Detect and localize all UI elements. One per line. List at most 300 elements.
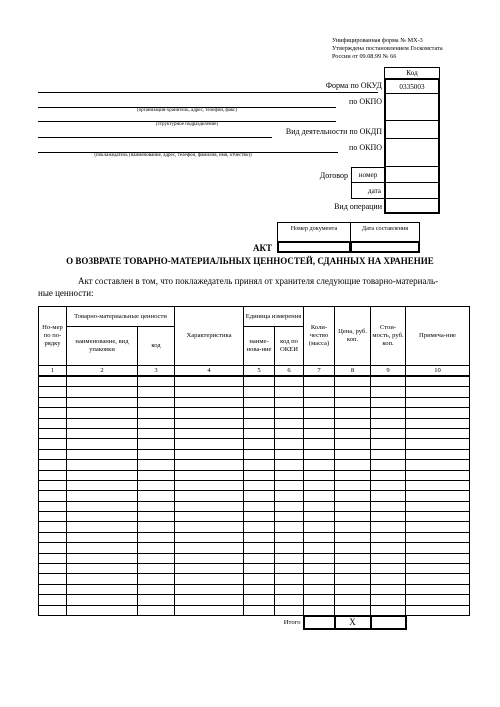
table-row: [39, 408, 470, 418]
table-cell[interactable]: [175, 543, 244, 553]
table-cell[interactable]: [406, 574, 470, 584]
table-cell[interactable]: [67, 480, 138, 490]
table-cell[interactable]: [138, 543, 175, 553]
table-cell[interactable]: [335, 460, 371, 470]
table-cell[interactable]: [244, 491, 275, 501]
table-cell[interactable]: [406, 595, 470, 605]
total-cost[interactable]: [371, 616, 406, 629]
table-cell[interactable]: [304, 449, 335, 459]
table-cell[interactable]: [406, 512, 470, 522]
table-cell[interactable]: [371, 564, 406, 574]
table-cell[interactable]: [371, 574, 406, 584]
depositor-caption: (поклажедатель (наименование, адрес, телефон, фамилия, имя, отчество)): [94, 153, 252, 158]
table-cell[interactable]: [39, 584, 67, 594]
total-quantity[interactable]: [304, 616, 335, 629]
table-cell[interactable]: [335, 439, 371, 449]
table-cell[interactable]: [275, 408, 304, 418]
table-cell[interactable]: [244, 428, 275, 438]
items-table: [38, 306, 470, 630]
col-number: 1: [39, 366, 67, 377]
table-cell[interactable]: [335, 553, 371, 563]
table-cell[interactable]: [175, 449, 244, 459]
form-approval-date: России от 09.08.99 № 66: [332, 53, 397, 60]
table-cell[interactable]: [371, 387, 406, 397]
table-cell[interactable]: [304, 512, 335, 522]
table-cell[interactable]: [67, 532, 138, 542]
table-cell[interactable]: [39, 387, 67, 397]
table-cell[interactable]: [244, 408, 275, 418]
table-cell[interactable]: [39, 376, 67, 387]
table-cell[interactable]: [175, 553, 244, 563]
table-cell[interactable]: [275, 480, 304, 490]
table-cell[interactable]: [138, 501, 175, 511]
table-cell[interactable]: [371, 460, 406, 470]
table-cell[interactable]: [304, 480, 335, 490]
table-cell[interactable]: [304, 408, 335, 418]
table-cell[interactable]: [67, 543, 138, 553]
table-cell[interactable]: [138, 512, 175, 522]
table-cell[interactable]: [371, 605, 406, 616]
table-cell[interactable]: [406, 439, 470, 449]
table-cell[interactable]: [371, 439, 406, 449]
table-cell[interactable]: [138, 564, 175, 574]
table-cell[interactable]: [175, 418, 244, 428]
table-cell[interactable]: [406, 460, 470, 470]
table-cell[interactable]: [275, 512, 304, 522]
table-cell[interactable]: [335, 543, 371, 553]
contract-date-label: дата: [351, 182, 385, 199]
table-cell[interactable]: [406, 470, 470, 480]
table-cell[interactable]: [275, 564, 304, 574]
table-cell[interactable]: [371, 491, 406, 501]
table-cell[interactable]: [175, 491, 244, 501]
table-cell[interactable]: [175, 522, 244, 532]
table-cell[interactable]: [304, 584, 335, 594]
table-cell[interactable]: [275, 418, 304, 428]
table-cell[interactable]: [138, 595, 175, 605]
table-cell[interactable]: [304, 501, 335, 511]
table-cell[interactable]: [371, 553, 406, 563]
col-number: 9: [371, 366, 406, 377]
table-cell[interactable]: [39, 574, 67, 584]
table-cell[interactable]: [335, 595, 371, 605]
table-row: [39, 605, 470, 616]
okdp-label: Вид деятельности по ОКДП: [285, 127, 382, 136]
table-cell[interactable]: [138, 574, 175, 584]
table-cell[interactable]: [175, 595, 244, 605]
table-cell[interactable]: [371, 470, 406, 480]
table-cell[interactable]: [275, 522, 304, 532]
table-cell[interactable]: [304, 397, 335, 407]
table-cell[interactable]: [244, 543, 275, 553]
table-cell[interactable]: [138, 522, 175, 532]
table-cell[interactable]: [67, 408, 138, 418]
table-cell[interactable]: [138, 418, 175, 428]
table-row: [39, 418, 470, 428]
intro-line-1: Акт составлен в том, что поклажедатель принял от хранителя следующие товарно-материаль-: [78, 276, 439, 286]
table-cell[interactable]: [406, 387, 470, 397]
table-row: [39, 376, 470, 387]
table-cell[interactable]: [335, 491, 371, 501]
table-cell[interactable]: [406, 376, 470, 387]
table-cell[interactable]: [67, 397, 138, 407]
table-cell[interactable]: [67, 418, 138, 428]
table-cell[interactable]: [275, 387, 304, 397]
contract-number-cell[interactable]: [384, 166, 440, 183]
header-cost: Стои-мость, руб. коп.: [371, 307, 406, 366]
table-cell[interactable]: [67, 501, 138, 511]
table-cell[interactable]: [67, 470, 138, 480]
table-cell[interactable]: [406, 605, 470, 616]
table-cell[interactable]: [39, 491, 67, 501]
table-cell[interactable]: [335, 564, 371, 574]
table-cell[interactable]: [39, 408, 67, 418]
doc-number-field[interactable]: [277, 241, 351, 253]
okpo-code-cell[interactable]: [384, 93, 440, 121]
table-cell[interactable]: [371, 584, 406, 594]
table-cell[interactable]: [406, 397, 470, 407]
table-cell[interactable]: [67, 605, 138, 616]
table-cell[interactable]: [39, 501, 67, 511]
table-cell[interactable]: [304, 605, 335, 616]
table-cell[interactable]: [304, 564, 335, 574]
table-cell[interactable]: [371, 418, 406, 428]
table-cell[interactable]: [138, 532, 175, 542]
table-cell[interactable]: [244, 449, 275, 459]
table-cell[interactable]: [138, 584, 175, 594]
table-cell[interactable]: [67, 574, 138, 584]
doc-date-field[interactable]: [350, 241, 420, 253]
table-cell[interactable]: [138, 491, 175, 501]
form-approval: Утверждена постановлением Госкомстата: [332, 45, 443, 52]
table-row: [39, 574, 470, 584]
table-cell[interactable]: [39, 522, 67, 532]
okdp-code-cell[interactable]: [384, 120, 440, 139]
act-title: АКТ: [253, 243, 273, 253]
table-cell[interactable]: [244, 418, 275, 428]
table-cell[interactable]: [371, 428, 406, 438]
table-cell[interactable]: [275, 491, 304, 501]
table-cell[interactable]: [275, 605, 304, 616]
table-cell[interactable]: [67, 522, 138, 532]
table-cell[interactable]: [175, 408, 244, 418]
table-cell[interactable]: [175, 439, 244, 449]
contract-number-label: номер: [351, 167, 385, 183]
table-cell[interactable]: [138, 397, 175, 407]
table-cell[interactable]: [275, 428, 304, 438]
table-cell[interactable]: [67, 491, 138, 501]
table-cell[interactable]: [39, 460, 67, 470]
table-cell[interactable]: [406, 480, 470, 490]
table-cell[interactable]: [371, 522, 406, 532]
table-cell[interactable]: [39, 449, 67, 459]
table-cell[interactable]: [371, 449, 406, 459]
table-cell[interactable]: [175, 574, 244, 584]
table-cell[interactable]: [275, 595, 304, 605]
header-note: Примеча-ние: [406, 307, 470, 366]
table-cell[interactable]: [371, 408, 406, 418]
table-cell[interactable]: [67, 564, 138, 574]
table-cell[interactable]: [406, 408, 470, 418]
table-cell[interactable]: [67, 376, 138, 387]
okpo2-code-cell[interactable]: [384, 138, 440, 167]
table-cell[interactable]: [335, 397, 371, 407]
table-cell[interactable]: [175, 532, 244, 542]
table-cell[interactable]: [175, 564, 244, 574]
table-cell[interactable]: [67, 428, 138, 438]
table-cell[interactable]: [244, 460, 275, 470]
table-cell[interactable]: [335, 376, 371, 387]
table-cell[interactable]: [39, 470, 67, 480]
table-cell[interactable]: [67, 439, 138, 449]
table-cell[interactable]: [39, 532, 67, 542]
col-number: 7: [304, 366, 335, 377]
table-row: [39, 564, 470, 574]
table-cell[interactable]: [335, 584, 371, 594]
table-cell[interactable]: [138, 428, 175, 438]
table-cell[interactable]: [67, 584, 138, 594]
table-cell[interactable]: [406, 418, 470, 428]
table-cell[interactable]: [335, 470, 371, 480]
table-cell[interactable]: [406, 428, 470, 438]
table-cell[interactable]: [138, 605, 175, 616]
table-row: [39, 584, 470, 594]
org-caption: (организация-хранитель, адрес, телефон, факс): [136, 108, 238, 113]
table-cell[interactable]: [275, 584, 304, 594]
total-price-x: X: [335, 616, 371, 629]
table-cell[interactable]: [275, 470, 304, 480]
table-cell[interactable]: [406, 543, 470, 553]
table-cell[interactable]: [371, 501, 406, 511]
col-number: 2: [67, 366, 138, 377]
okpo2-label: по ОКПО: [349, 143, 382, 152]
table-cell[interactable]: [244, 387, 275, 397]
table-cell[interactable]: [304, 553, 335, 563]
table-cell[interactable]: [67, 553, 138, 563]
table-cell[interactable]: [371, 397, 406, 407]
table-cell[interactable]: [244, 564, 275, 574]
table-cell[interactable]: [39, 564, 67, 574]
table-cell[interactable]: [304, 491, 335, 501]
table-cell[interactable]: [39, 428, 67, 438]
org-line-1[interactable]: [38, 92, 378, 93]
okud-code-cell[interactable]: 0335003: [384, 78, 440, 94]
form-number: Унифицированная форма № МХ-3: [332, 37, 423, 44]
table-cell[interactable]: [244, 501, 275, 511]
table-row: [39, 512, 470, 522]
table-cell[interactable]: [244, 574, 275, 584]
table-cell[interactable]: [175, 397, 244, 407]
table-cell[interactable]: [304, 470, 335, 480]
total-row: [39, 616, 470, 629]
table-row: [39, 439, 470, 449]
table-row: [39, 501, 470, 511]
table-cell[interactable]: [138, 376, 175, 387]
table-cell[interactable]: [335, 574, 371, 584]
table-cell[interactable]: [175, 584, 244, 594]
table-cell[interactable]: [175, 512, 244, 522]
okud-label: Форма по ОКУД: [325, 81, 382, 90]
doc-number-header: Номер документа: [277, 222, 351, 242]
table-cell[interactable]: [39, 553, 67, 563]
header-item-name: наименование, вид упаковки: [67, 327, 138, 366]
table-cell[interactable]: [138, 553, 175, 563]
header-unit: Единица измерения: [244, 307, 304, 327]
table-cell[interactable]: [275, 397, 304, 407]
table-row: [39, 532, 470, 542]
table-cell[interactable]: [39, 439, 67, 449]
header-price: Цена, руб. коп.: [335, 307, 371, 366]
col-number: 3: [138, 366, 175, 377]
table-cell[interactable]: [275, 553, 304, 563]
table-cell[interactable]: [39, 595, 67, 605]
table-cell[interactable]: [275, 439, 304, 449]
table-cell[interactable]: [335, 428, 371, 438]
table-cell[interactable]: [138, 387, 175, 397]
table-cell[interactable]: [406, 532, 470, 542]
table-cell[interactable]: [371, 480, 406, 490]
table-cell[interactable]: [304, 387, 335, 397]
table-cell[interactable]: [244, 584, 275, 594]
table-cell[interactable]: [406, 564, 470, 574]
table-cell[interactable]: [244, 522, 275, 532]
table-row: [39, 543, 470, 553]
table-cell[interactable]: [406, 584, 470, 594]
table-row: [39, 470, 470, 480]
code-header: Код: [384, 67, 440, 79]
table-cell[interactable]: [39, 512, 67, 522]
table-cell[interactable]: [275, 574, 304, 584]
table-cell[interactable]: [175, 470, 244, 480]
table-cell[interactable]: [244, 553, 275, 563]
table-cell[interactable]: [371, 512, 406, 522]
table-cell[interactable]: [335, 501, 371, 511]
table-cell[interactable]: [67, 387, 138, 397]
operation-code-cell[interactable]: [384, 198, 440, 214]
table-cell[interactable]: [371, 543, 406, 553]
table-cell[interactable]: [275, 376, 304, 387]
table-cell[interactable]: [406, 449, 470, 459]
activity-line[interactable]: [38, 137, 272, 138]
table-cell[interactable]: [304, 439, 335, 449]
table-cell[interactable]: [175, 428, 244, 438]
table-cell[interactable]: [304, 543, 335, 553]
table-cell[interactable]: [304, 532, 335, 542]
table-cell[interactable]: [138, 408, 175, 418]
column-numbers-row: [39, 366, 470, 377]
table-cell[interactable]: [244, 470, 275, 480]
table-cell[interactable]: [67, 512, 138, 522]
table-cell[interactable]: [335, 387, 371, 397]
table-cell[interactable]: [275, 460, 304, 470]
table-cell[interactable]: [175, 376, 244, 387]
table-cell[interactable]: [39, 418, 67, 428]
table-cell[interactable]: [406, 491, 470, 501]
table-cell[interactable]: [275, 543, 304, 553]
table-cell[interactable]: [244, 397, 275, 407]
table-cell[interactable]: [244, 480, 275, 490]
table-cell[interactable]: [335, 605, 371, 616]
table-cell[interactable]: [275, 501, 304, 511]
table-cell[interactable]: [304, 376, 335, 387]
table-cell[interactable]: [335, 449, 371, 459]
table-cell[interactable]: [304, 460, 335, 470]
table-cell[interactable]: [275, 449, 304, 459]
table-cell[interactable]: [304, 595, 335, 605]
table-cell[interactable]: [244, 512, 275, 522]
table-cell[interactable]: [304, 428, 335, 438]
table-cell[interactable]: [406, 501, 470, 511]
table-cell[interactable]: [244, 605, 275, 616]
table-cell[interactable]: [304, 418, 335, 428]
header-tmc: Товарно-материальные ценности: [67, 307, 175, 327]
table-cell[interactable]: [244, 532, 275, 542]
table-cell[interactable]: [371, 532, 406, 542]
contract-date-cell[interactable]: [384, 182, 440, 199]
okpo-label: по ОКПО: [349, 97, 382, 106]
col-number: 5: [244, 366, 275, 377]
table-cell[interactable]: [175, 387, 244, 397]
table-row: [39, 491, 470, 501]
table-cell[interactable]: [138, 460, 175, 470]
table-row: [39, 460, 470, 470]
table-cell[interactable]: [244, 595, 275, 605]
table-cell[interactable]: [39, 543, 67, 553]
division-caption: (структурное подразделение): [155, 122, 219, 127]
col-number: 10: [406, 366, 470, 377]
table-cell[interactable]: [39, 605, 67, 616]
table-cell[interactable]: [371, 376, 406, 387]
table-cell[interactable]: [371, 595, 406, 605]
table-cell[interactable]: [406, 522, 470, 532]
table-cell[interactable]: [304, 574, 335, 584]
table-cell[interactable]: [138, 439, 175, 449]
table-cell[interactable]: [175, 480, 244, 490]
table-cell[interactable]: [138, 480, 175, 490]
table-cell[interactable]: [335, 408, 371, 418]
table-cell[interactable]: [138, 470, 175, 480]
table-row: [39, 480, 470, 490]
table-cell[interactable]: [335, 480, 371, 490]
table-row: [39, 553, 470, 563]
header-characteristic: Характеристика: [175, 307, 244, 366]
table-cell[interactable]: [39, 480, 67, 490]
col-number: 4: [175, 366, 244, 377]
table-cell[interactable]: [175, 460, 244, 470]
table-cell[interactable]: [244, 439, 275, 449]
table-cell[interactable]: [275, 532, 304, 542]
table-cell[interactable]: [39, 397, 67, 407]
table-cell[interactable]: [406, 553, 470, 563]
table-cell[interactable]: [138, 449, 175, 459]
table-cell[interactable]: [335, 522, 371, 532]
table-cell[interactable]: [335, 512, 371, 522]
table-cell[interactable]: [244, 376, 275, 387]
col-number: 8: [335, 366, 371, 377]
table-cell[interactable]: [335, 418, 371, 428]
table-cell[interactable]: [67, 595, 138, 605]
table-cell[interactable]: [67, 460, 138, 470]
table-row: [39, 595, 470, 605]
contract-label: Договор: [319, 171, 348, 180]
table-cell[interactable]: [304, 522, 335, 532]
header-num: Но-мер по по-рядку: [39, 307, 67, 366]
table-cell[interactable]: [175, 501, 244, 511]
form-header: [332, 37, 443, 61]
table-cell[interactable]: [175, 605, 244, 616]
table-cell[interactable]: [67, 449, 138, 459]
table-cell[interactable]: [335, 532, 371, 542]
